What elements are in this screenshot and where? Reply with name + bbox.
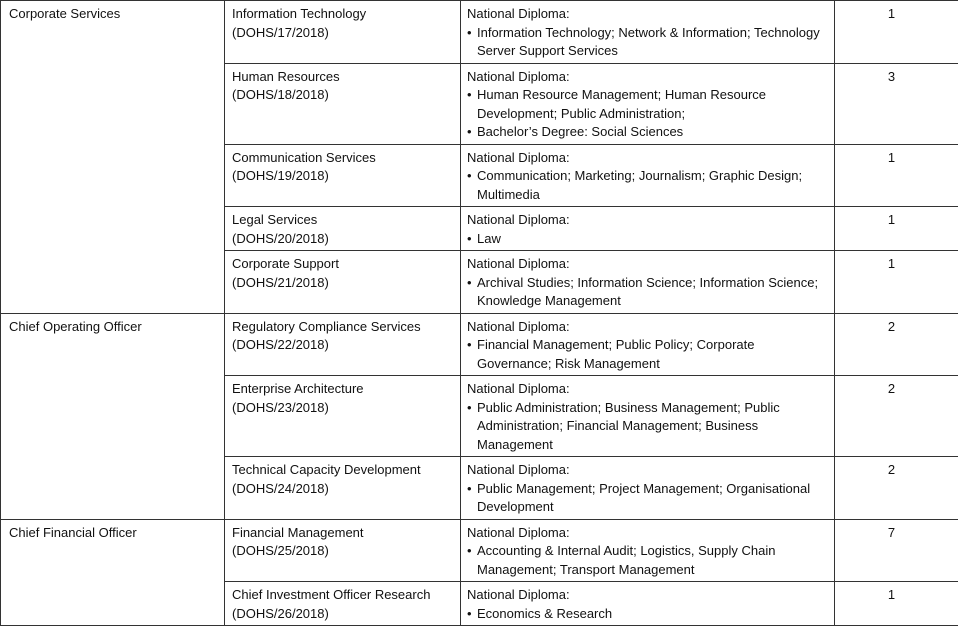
qualification-cell (461, 313, 835, 376)
qualification-cell (461, 251, 835, 314)
posts-cell: 1 (835, 144, 958, 207)
posts-cell: 1 (835, 207, 958, 251)
qualification-cell (461, 207, 835, 251)
reference-number: (DOHS/17/2018) (232, 24, 455, 43)
division-label: Chief Operating Officer (9, 319, 142, 334)
position-cell (225, 313, 461, 376)
position-cell (225, 1, 461, 64)
bullet-item: • Communication; Marketing; Journalism; Graphic Design; Multimedia (467, 167, 829, 204)
bullet-icon: • (467, 167, 477, 204)
bullet-icon: • (467, 399, 477, 455)
bullet-icon: • (467, 480, 477, 517)
position-cell (225, 457, 461, 520)
qualification-heading: National Diploma: (467, 461, 829, 480)
table-row (1, 313, 958, 376)
position-title: Financial Management (232, 524, 455, 543)
position-cell (225, 207, 461, 251)
qualification-cell (461, 457, 835, 520)
bullet-icon: • (467, 86, 477, 123)
reference-number: (DOHS/20/2018) (232, 230, 455, 249)
qualification-heading: National Diploma: (467, 380, 829, 399)
division-cell (1, 313, 225, 519)
reference-number: (DOHS/19/2018) (232, 167, 455, 186)
bullet-item: • Accounting & Internal Audit; Logistics, Supply Chain Management; Transport Management (467, 542, 829, 579)
qualification-cell (461, 63, 835, 144)
bullet-item: • Law (467, 230, 829, 249)
posts-cell: 2 (835, 313, 958, 376)
qualification-cell (461, 376, 835, 457)
qualification-heading: National Diploma: (467, 318, 829, 337)
position-title: Legal Services (232, 211, 455, 230)
position-title: Enterprise Architecture (232, 380, 455, 399)
position-title: Chief Investment Officer Research (232, 586, 455, 605)
bullet-item: • Public Administration; Business Management; Public Administration; Financial Management; Business Management (467, 399, 829, 455)
position-title: Communication Services (232, 149, 455, 168)
bullet-icon: • (467, 542, 477, 579)
position-title: Human Resources (232, 68, 455, 87)
posts-cell: 2 (835, 457, 958, 520)
position-title: Information Technology (232, 5, 455, 24)
bullet-icon: • (467, 230, 477, 249)
bullet-item: • Economics & Research (467, 605, 829, 624)
position-title: Regulatory Compliance Services (232, 318, 455, 337)
posts-cell: 7 (835, 519, 958, 582)
qualification-heading: National Diploma: (467, 68, 829, 87)
position-cell (225, 376, 461, 457)
posts-cell: 1 (835, 251, 958, 314)
qualification-heading: National Diploma: (467, 149, 829, 168)
bullet-item: • Human Resource Management; Human Resource Development; Public Administration; (467, 86, 829, 123)
qualification-cell (461, 519, 835, 582)
reference-number: (DOHS/25/2018) (232, 542, 455, 561)
posts-cell: 3 (835, 63, 958, 144)
qualification-heading: National Diploma: (467, 255, 829, 274)
bullet-item: • Financial Management; Public Policy; Corporate Governance; Risk Management (467, 336, 829, 373)
bullet-item: • Public Management; Project Management; Organisational Development (467, 480, 829, 517)
division-label: Chief Financial Officer (9, 525, 137, 540)
division-label: Corporate Services (9, 6, 120, 21)
division-cell (1, 1, 225, 314)
position-title: Corporate Support (232, 255, 455, 274)
qualification-heading: National Diploma: (467, 524, 829, 543)
qualification-cell (461, 144, 835, 207)
reference-number: (DOHS/26/2018) (232, 605, 455, 624)
qualification-cell (461, 1, 835, 64)
bullet-item: • Information Technology; Network & Information; Technology Server Support Services (467, 24, 829, 61)
posts-cell: 2 (835, 376, 958, 457)
bullet-icon: • (467, 605, 477, 624)
qualification-heading: National Diploma: (467, 5, 829, 24)
table-row (1, 519, 958, 582)
position-cell (225, 63, 461, 144)
position-cell (225, 251, 461, 314)
position-cell (225, 519, 461, 582)
bullet-icon: • (467, 123, 477, 142)
bullet-icon: • (467, 336, 477, 373)
bullet-item: • Bachelor’s Degree: Social Sciences (467, 123, 829, 142)
qualification-heading: National Diploma: (467, 586, 829, 605)
position-cell (225, 144, 461, 207)
position-title: Technical Capacity Development (232, 461, 455, 480)
reference-number: (DOHS/23/2018) (232, 399, 455, 418)
bullet-icon: • (467, 24, 477, 61)
table-row (1, 1, 958, 64)
reference-number: (DOHS/24/2018) (232, 480, 455, 499)
reference-number: (DOHS/18/2018) (232, 86, 455, 105)
division-cell (1, 519, 225, 626)
posts-cell: 1 (835, 1, 958, 64)
posts-cell: 1 (835, 582, 958, 626)
bullet-icon: • (467, 274, 477, 311)
reference-number: (DOHS/21/2018) (232, 274, 455, 293)
reference-number: (DOHS/22/2018) (232, 336, 455, 355)
bullet-item: • Archival Studies; Information Science; Information Science; Knowledge Management (467, 274, 829, 311)
qualification-heading: National Diploma: (467, 211, 829, 230)
